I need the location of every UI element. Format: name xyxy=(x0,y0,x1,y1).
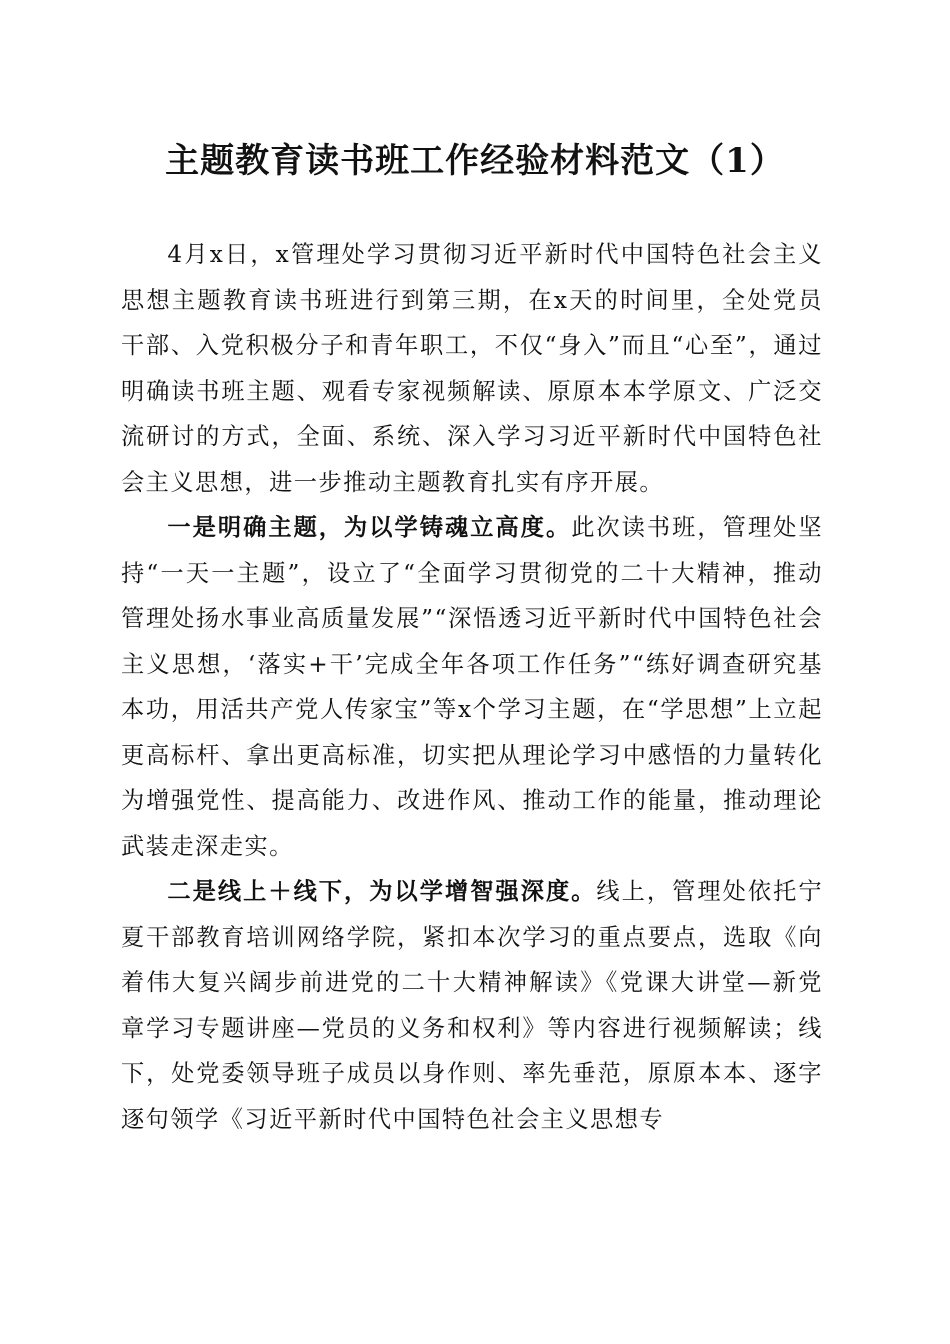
paragraph-lead: 二是线上＋线下，为以学增智强深度。 xyxy=(167,878,597,905)
document-body xyxy=(121,232,823,1142)
paragraph-point-1 xyxy=(121,505,823,869)
paragraph-lead: 一是明确主题，为以学铸魂立高度。 xyxy=(167,514,572,541)
paragraph-intro xyxy=(121,232,823,505)
paragraph-text: 线上，管理处依托宁夏干部教育培训网络学院，紧扣本次学习的重点要点，选取《向着伟大复兴阔步前进党的二十大精神解读》《党课大讲堂—新党章学习专题讲座—党员的义务和权利》等内容进行视频解读；线下，处党委领导班子成员以身作则、率先垂范，原原本本、逐字逐句领学《习近平新时代中国特色社会主义思想专 xyxy=(121,878,824,1133)
paragraph-text: 此次读书班，管理处坚持“一天一主题”，设立了“全面学习贯彻党的二十大精神，推动管理处扬水事业高质量发展”“深悟透习近平新时代中国特色社会主义思想，‘落实+干’完成全年各项工作任务”“练好调查研究基本功，用活共产党人传家宝”等x个学习主题，在“学思想”上立起更高标杆、拿出更高标准，切实把从理论学习中感悟的力量转化为增强党性、提高能力、改进作风、推动工作的能量，推动理论武装走深走实。 xyxy=(121,514,824,860)
paragraph-text: 4月x日，x管理处学习贯彻习近平新时代中国特色社会主义思想主题教育读书班进行到第三期，在x天的时间里，全处党员干部、入党积极分子和青年职工，不仅“身入”而且“心至”，通过明确读书班主题、观看专家视频解读、原原本本学原文、广泛交流研讨的方式，全面、系统、深入学习习近平新时代中国特色社会主义思想，进一步推动主题教育扎实有序开展。 xyxy=(121,241,823,496)
paragraph-point-2 xyxy=(121,869,823,1142)
document-title: 主题教育读书班工作经验材料范文（1） xyxy=(165,141,785,181)
